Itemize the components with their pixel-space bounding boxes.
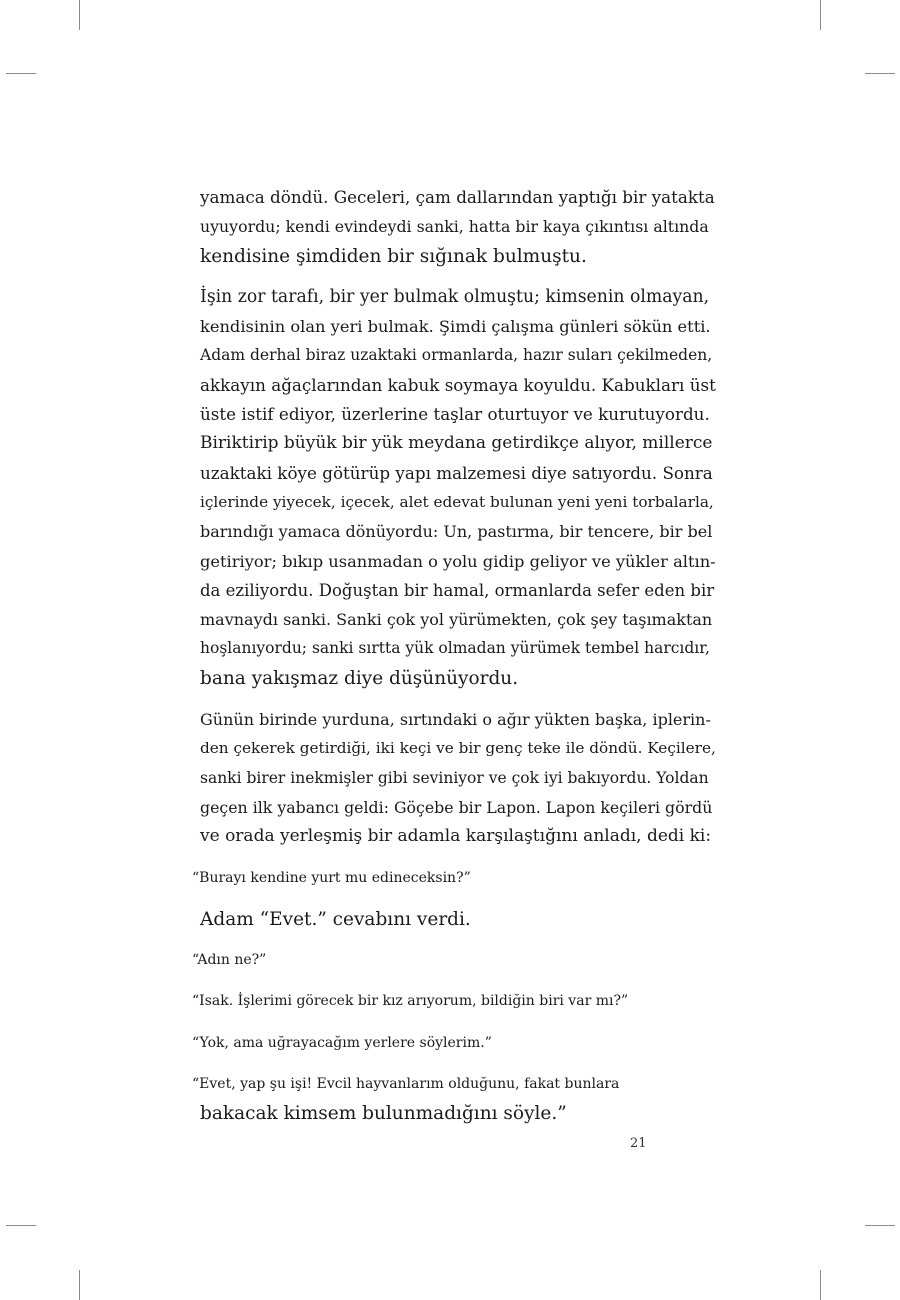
page-body — [192, 183, 716, 1141]
text-line: “Isak. İşlerimi görecek bir kız arıyorum, bildiğin biri var mı?” — [192, 993, 629, 1010]
paragraph-3 — [200, 705, 716, 851]
text-line: uyuyordu; kendi evindeydi sanki, hatta bir kaya çıkıntısı altında — [200, 217, 709, 237]
text-line: Günün birinde yurduna, sırtındaki o ağır yükten başka, iplerin- — [200, 710, 711, 730]
crop-mark-top-right — [820, 0, 821, 30]
text-line: akkayın ağaçlarından kabuk soymaya koyuldu. Kabukları üst — [200, 374, 716, 395]
text-line: mavnaydı sanki. Sanki çok yol yürümekten, çok şey taşımaktan — [200, 610, 713, 630]
text-line: “Adın ne?” — [192, 952, 267, 969]
text-line: den çekerek getirdiği, iki keçi ve bir genç teke ile döndü. Keçilere, — [200, 739, 716, 758]
text-line: barındığı yamaca dönüyordu: Un, pastırma, bir tencere, bir bel — [200, 522, 713, 542]
crop-mark-bottom-left — [79, 1270, 80, 1300]
text-line: “Evet, yap şu işi! Evcil hayvanlarım olduğunu, fakat bunlara — [192, 1076, 620, 1093]
text-line: getiriyor; bıkıp usanmadan o yolu gidip geliyor ve yükler altın- — [200, 551, 716, 571]
paragraph-1 — [200, 183, 715, 271]
text-line: kendisine şimdiden bir sığınak bulmuştu. — [200, 245, 587, 267]
text-line: bakacak kimsem bulunmadığını söyle.” — [200, 1103, 567, 1125]
dialog-line-5 — [192, 1029, 712, 1058]
text-line: “Burayı kendine yurt mu edineceksin?” — [192, 869, 471, 886]
crop-mark-left-bottom — [6, 1225, 36, 1226]
text-line: Biriktirip büyük bir yük meydana getirdikçe alıyor, millerce — [200, 433, 713, 454]
crop-mark-right-top — [865, 73, 895, 74]
text-line: sanki birer inekmişler gibi seviniyor ve çok iyi bakıyordu. Yoldan — [200, 768, 709, 787]
text-line: “Yok, ama uğrayacağım yerlere söylerim.” — [192, 1034, 492, 1051]
crop-mark-left-top — [6, 73, 36, 74]
text-line: Adam derhal biraz uzaktaki ormanlarda, hazır suları çekilmeden, — [200, 346, 713, 365]
text-line: içlerinde yiyecek, içecek, alet edevat bulunan yeni yeni torbalarla, — [200, 492, 714, 511]
paragraph-2 — [200, 283, 716, 693]
dialog-line-6 — [192, 1070, 712, 1129]
text-line: üste istif ediyor, üzerlerine taşlar oturtuyor ve kurutuyordu. — [200, 404, 710, 425]
text-line: geçen ilk yabancı geldi: Göçebe bir Lapon. Lapon keçileri gördü — [200, 797, 713, 817]
text-line: İşin zor tarafı, bir yer bulmak olmuştu; kimsenin olmayan, — [200, 286, 710, 307]
text-line: ve orada yerleşmiş bir adamla karşılaştığını anladı, dedi ki: — [200, 826, 712, 847]
dialog-line-1 — [192, 864, 712, 893]
text-line: kendisinin olan yeri bulmak. Şimdi çalışma günleri sökün etti. — [200, 317, 711, 337]
text-line: Adam “Evet.” cevabını verdi. — [200, 908, 471, 930]
text-line: bana yakışmaz diye düşünüyordu. — [200, 667, 519, 689]
crop-mark-bottom-right — [820, 1270, 821, 1300]
text-line: yamaca döndü. Geceleri, çam dallarından yaptığı bir yatakta — [200, 187, 715, 207]
dialog-line-2 — [200, 905, 712, 934]
text-line: hoşlanıyordu; sanki sırtta yük olmadan yürümek tembel harcıdır, — [200, 639, 710, 658]
crop-mark-right-bottom — [865, 1225, 895, 1226]
text-line: uzaktaki köye götürüp yapı malzemesi diye satıyordu. Sonra — [200, 462, 713, 483]
crop-mark-top-left — [79, 0, 80, 30]
text-line: da eziliyordu. Doğuştan bir hamal, ormanlarda sefer eden bir — [200, 580, 715, 600]
dialog-line-4 — [192, 987, 712, 1016]
page-number: 21 — [630, 1136, 647, 1151]
dialog-line-3 — [192, 946, 712, 975]
